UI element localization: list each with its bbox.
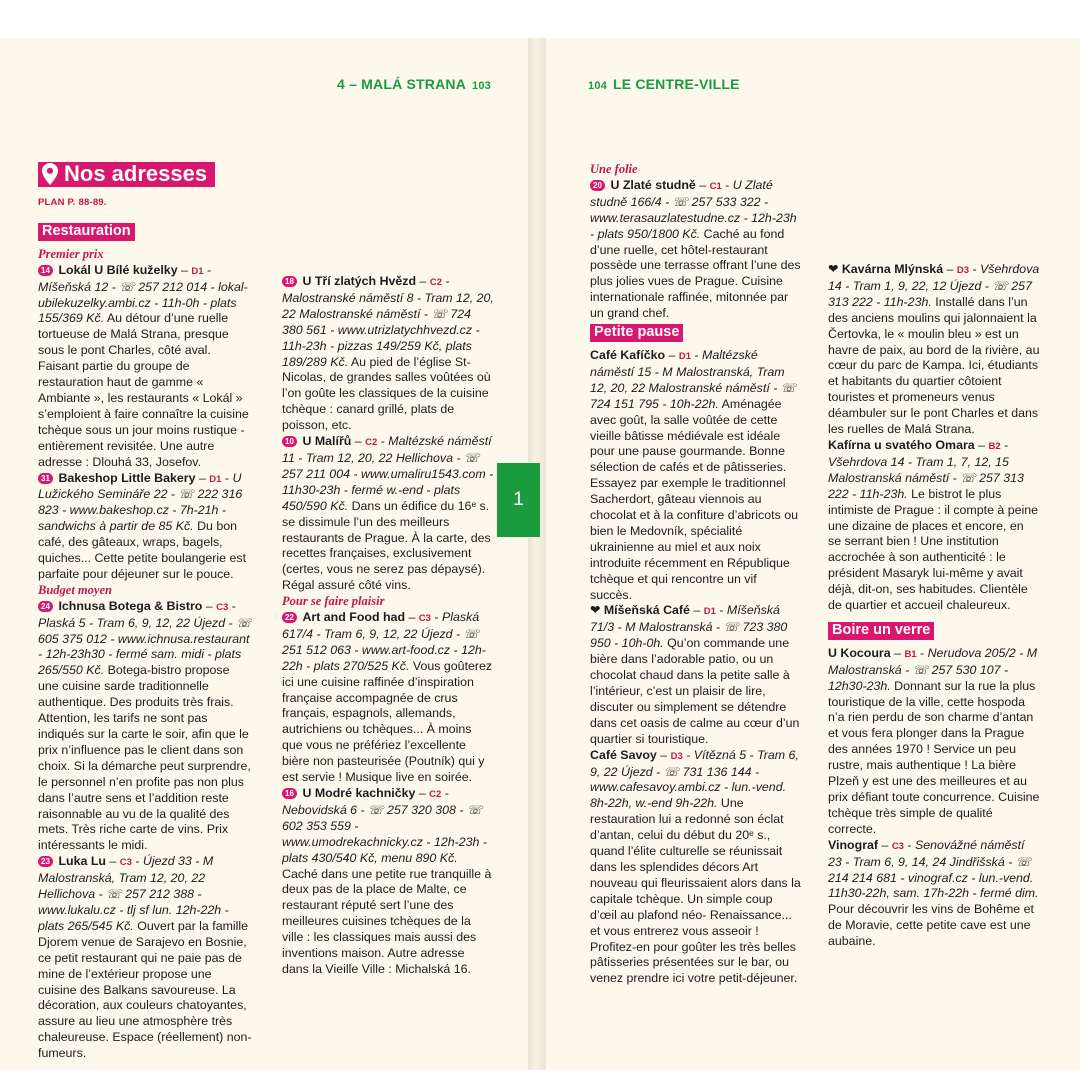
entry-ichnusa: 24 Ichnusa Botega & Bistro – C3 - Plaská 5 - Tram 6, 9, 12, 22 Újezd - ☏ 605 375 012 - www.ichnusa.restaurant - 12h-23h30 - fermé sam. midi - plats 265/550 Kč. Botega-bistro propose une cuisine sarde traditionnelle authentique. Des produits très frais. Attention, les tarifs ne sont pas indiqués sur la carte le soir, afin que le prix n’influence pas le client dans son choix. Si la démarche peut surprendre, le personnel n’en profite pas non plus dans l’autre sens et l’addition reste raisonnable au vu de la qualité des mets. Très riche carte de vins. Prix intéressants le midi.	[38, 598, 252, 853]
venue-details: Míšeňská 12 - ☏ 257 212 014 - lokal-ubilekuzelky.ambi.cz - 11h-0h - plats 155/369 Kč.	[38, 279, 248, 326]
venue-details: Malostranské náměstí 8 - Tram 12, 20, 22 Malostranské náměstí - ☏ 724 380 561 - www.utrizlatychhvezd.cz - 11h-23h - pizzas 149/259 Kč, plats 189/289 Kč.	[282, 290, 494, 369]
venue-name: Lokál U Bílé kuželky	[58, 262, 178, 277]
venue-name: U Kocoura	[828, 645, 891, 660]
venue-name: Kavárna Mlýnská	[841, 262, 944, 276]
venue-description: Ouvert par la famille Djorem venue de Sarajevo en Bosnie, ce petit restaurant qui ne paie pas de mine de l’extérieur propose une cuisine des Balkans savoureuse. La décoration, aux couleurs chatoyantes, assure au lieu une atmosphère très chaleureuse. Espace (réellement) non-fumeurs.	[38, 918, 252, 1061]
subheading-pour-se-faire-plaisir: Pour se faire plaisir	[282, 594, 385, 609]
column-1	[38, 162, 252, 1062]
page-number-right: 104	[588, 80, 607, 92]
venue-name: U Tří zlatých Hvězd	[302, 274, 417, 288]
venue-description: Caché dans une petite rue tranquille à deux pas de la place de Malte, ce restaurant réputé sert l’une des meilleures cuisines tchèques de la ville : les classiques mais aussi des inventions maison. Autre adresse dans la Vieille Ville : Michalská 16.	[282, 866, 492, 976]
venue-description: Du bon café, des gâteaux, wraps, bagels, quiches... Cette petite boulangerie est parfaite pour déjeuner sur le pouce.	[38, 519, 247, 581]
venue-name: Kafírna u svatého Omara	[828, 437, 975, 452]
venue-details: Újezd 33 - M Malostranská, Tram 12, 20, 22 Hellichova - ☏ 257 212 388 - www.lukalu.cz - tlj sf lun. 12h-22h - plats 265/545 Kč.	[38, 854, 229, 933]
venue-description: Pour découvrir les vins de Bohême et de Moravie, cette petite cave est une aubaine.	[828, 902, 1034, 949]
map-number-badge: 23	[38, 856, 53, 867]
map-number-badge: 16	[282, 788, 297, 799]
venue-details: U Zlaté studně 166/4 - ☏ 257 533 322 - www.terasauzlatestudne.cz - 12h-23h - plats 950/1800 Kč.	[590, 177, 797, 241]
venue-description: Au détour d’une ruelle tortueuse de Malá Strana, presque sous le pont Charles, côté aval. Faisant partie du groupe de restauration haut de gamme « Ambiante », les restaurants « Lokál » s’emploient à faire connaître la cuisine tchèque sous un jour moins rustique - entièrement revisitée. Une autre adresse : Dlouhá 33, Josefov.	[38, 311, 249, 469]
entry-cafe-savoy: Café Savoy – D3 - Vítězná 5 - Tram 6, 9, 22 Újezd - ☏ 731 136 144 - www.cafesavoy.ambi.cz - lun.-vend. 8h-22h, w.-end 9h-22h. Une restauration lui a redonné son éclat d’antan, celui du début du 20ᵉ s., quand l’élite culturelle se réunissait dans les splendides décors Art nouveau qui fleurissaient alors dans la capitale tchèque. Un simple coup d’œil au plafond néo- Renaissance... et vous entrerez vous asseoir ! Profitez-en pour goûter les très belles pâtisseries présentées sur le bar, ou venez prendre ici votre petit-déjeuner.	[590, 747, 801, 986]
venue-name: Vinograf	[828, 837, 879, 852]
section-petite-pause: Petite pause	[590, 324, 683, 342]
map-number-badge: 14	[38, 265, 53, 276]
map-number-badge: 31	[38, 473, 53, 484]
venue-name: Ichnusa Botega & Bistro	[58, 598, 203, 613]
grid-code: C1	[709, 180, 722, 192]
grid-code: D3	[670, 750, 683, 762]
entry-art-and-food: 22 Art and Food had – C3 - Plaská 617/4 - Tram 6, 9, 12, 22 Újezd - ☏ 251 512 063 - www.art-food.cz - 12h-22h - plats 270/525 Kč. Vous goûterez ici une cuisine raffinée d’inspiration française accompagnée de crus français, espagnols, allemands, autrichiens ou tchèques... À moins que vous ne préfériez l’excellente bière non pasteurisée (Poutník) qui y est servie ! Musique live en soirée.	[282, 610, 493, 785]
venue-description: Caché au fond d’une ruelle, cet hôtel-restaurant possède une terrasse offrant l’une des plus jolies vues de Prague. Cuisine internationale raffinée, mitonnée par un grand chef.	[590, 226, 801, 321]
map-number-badge: 22	[282, 612, 297, 623]
map-number-badge: 10	[282, 436, 297, 447]
heart-icon: ❤	[590, 603, 601, 618]
grid-code: C3	[891, 840, 904, 852]
grid-code: D3	[956, 265, 970, 276]
entry-kavarna-mlynska: ❤ Kavárna Mlýnská – D3 - Všehrdova 14 - Tram 1, 9, 22, 12 Újezd - ☏ 257 313 222 - 11h-23h. Installé dans l’un des anciens moulins qui jalonnaient la Čertovka, le « moulin bleu » est un havre de paix, au bord de la rivière, au cœur du parc de Kampa. Ici, étudiants et habitants du quartier côtoient touristes et promeneurs venus déambuler sur le pont Charles et dans les ruelles de Malá Strana.	[828, 262, 1040, 437]
grid-code: B2	[988, 440, 1001, 452]
entry-u-maliru: 10 U Malířů – C2 - Maltézské náměstí 11 - Tram 12, 20, 22 Hellichova - ☏ 257 211 004 - www.umaliru1543.com - 11h30-23h - fermé w.-end - plats 450/590 Kč. Dans un édifice du 16ᵉ s. se dissimule l’un des meilleurs restaurants de Prague. À la carte, des recettes françaises, exclusivement (certes, vous ne serez pas dépaysé). Régal assuré côté vins.	[282, 434, 494, 593]
entry-lokal: 14 Lokál U Bílé kuželky – D1 - Míšeňská 12 - ☏ 257 212 014 - lokal-ubilekuzelky.ambi.cz - 11h-0h - plats 155/369 Kč. Au détour d’une ruelle tortueuse de Malá Strana, presque sous le pont Charles, côté aval. Faisant partie du groupe de restauration haut de gamme « Ambiante », les restaurants « Lokál » s’emploient à faire connaître la cuisine tchèque sous un jour moins rustique - entièrement revisitée. Une autre adresse : Dlouhá 33, Josefov.	[38, 262, 249, 469]
map-number-badge: 18	[282, 276, 297, 287]
venue-name: Luka Lu	[58, 854, 106, 869]
venue-name: Bakeshop Little Bakery	[58, 470, 196, 485]
main-title: Nos adresses	[64, 162, 208, 187]
venue-description: Dans un édifice du 16ᵉ s. se dissimule l’un des meilleurs restaurants de Prague. À la carte, des recettes françaises, exclusivement (certes, vous ne serez pas dépaysé). Régal assuré côté vins.	[282, 498, 491, 593]
venue-name: Míšeňská Café	[603, 603, 690, 618]
venue-name: Art and Food had	[302, 610, 406, 625]
grid-code: C3	[418, 613, 431, 625]
venue-details: Nebovidská 6 - ☏ 257 320 308 - ☏ 602 353 559 - www.umodrekachnicky.cz - 12h-23h - plats 430/540 Kč, menu 890 Kč.	[282, 802, 487, 865]
entry-kafirna-u-svateho-omara: Kafírna u svatého Omara – B2 - Všehrdova 14 - Tram 1, 7, 12, 15 Malostranská náměstí - ☏ 257 313 222 - 11h-23h. Le bistrot le plus intimiste de Prague : il compte à peine une dizaine de places et encore, en se serrant bien ! Une institution accrochée à son authenticité : le président Masaryk lui-même y avait déjà, dit-on, ses habitudes. Clientèle de quartier et accueil chaleureux.	[828, 437, 1039, 613]
venue-details: Všehrdova 14 - Tram 1, 7, 12, 15 Malostranská náměstí - ☏ 257 313 222 - 11h-23h.	[828, 454, 1024, 501]
grid-code: C2	[429, 789, 442, 800]
grid-code: B1	[904, 648, 917, 660]
venue-details: Nerudova 205/2 - M Malostranská - ☏ 257 530 107 - 12h30-23h.	[828, 645, 1038, 693]
venue-description: Donnant sur la rue la plus touristique de la ville, cette hospoda n’a rien perdu de son charme d’antan et vous fera plonger dans la Prague des années 1970 ! Service un peu rustre, mais authentique ! La bière Plzeň y est une des meilleures et au prix défiant toute concurrence. Cuisine tchèque très simple de qualité correcte.	[828, 678, 1040, 836]
page-number-left: 103	[472, 80, 491, 92]
book-gutter	[528, 38, 546, 1070]
venue-details: Vítězná 5 - Tram 6, 9, 22 Újezd - ☏ 731 136 144 - www.cafesavoy.ambi.cz - lun.-vend. 8h-22h, w.-end 9h-22h.	[590, 747, 799, 811]
venue-description: Une restauration lui a redonné son éclat d’antan, celui du début du 20ᵉ s., quand l’élite culturelle se réunissait dans les splendides décors Art nouveau qui fleurissaient alors dans la capitale tchèque. Un simple coup d’œil au plafond néo- Renaissance... et vous entrerez vous asseoir ! Profitez-en pour goûter les très belles pâtisseries présentées sur le bar, ou venez prendre ici votre petit-déjeuner.	[590, 796, 801, 986]
entry-vinograf: Vinograf – C3 - Senovážné náměstí 23 - Tram 6, 9, 14, 24 Jindřišská - ☏ 214 214 681 - vinograf.cz - lun.-vend. 11h30-22h, sam. 17h-22h - fermé dim. Pour découvrir les vins de Bohême et de Moravie, cette petite cave est une aubaine.	[828, 837, 1039, 949]
running-head-right	[588, 76, 740, 92]
venue-details: Maltézské náměstí 15 - M Malostranská, Tram 12, 20, 22 Malostranské náměstí - ☏ 724 151 795 - 10h-22h.	[590, 347, 797, 411]
venue-description: Botega-bistro propose une cuisine sarde traditionnelle authentique. Des produits très frais. Attention, les tarifs ne sont pas indiqués sur la carte le soir, afin que le prix n’influence pas le client dans son choix. Si la démarche peut surprendre, le personnel n’en profite pas non plus dans l’autre sens et l’addition reste raisonnable au vu de la qualité des mets. Très riche carte de vins. Prix intéressants le midi.	[38, 663, 251, 853]
map-number-badge: 24	[38, 601, 53, 612]
grid-code: D1	[209, 473, 222, 485]
chapter-tab: 1	[497, 463, 540, 537]
subheading-budget-moyen: Budget moyen	[38, 582, 112, 597]
entry-u-kocoura: U Kocoura – B1 - Nerudova 205/2 - M Malostranská - ☏ 257 530 107 - 12h30-23h. Donnant sur la rue la plus touristique de la ville, cette hospoda n’a rien perdu de son charme d’antan et vous fera plonger dans la Prague des années 1970 ! Service un peu rustre, mais authentique ! La bière Plzeň y est une des meilleures et au prix défiant toute concurrence. Cuisine tchèque très simple de qualité correcte.	[828, 645, 1040, 836]
grid-code: D1	[191, 265, 204, 277]
venue-details: Maltézské náměstí 11 - Tram 12, 20, 22 Hellichova - ☏ 257 211 004 - www.umaliru1543.com - 11h30-23h - fermé w.-end - plats 450/590 Kč.	[282, 434, 494, 513]
grid-code: D1	[678, 350, 691, 362]
entry-u-zlate-studne: 20 U Zlaté studně – C1 - U Zlaté studně 166/4 - ☏ 257 533 322 - www.terasauzlatestudne.cz - 12h-23h - plats 950/1800 Kč. Caché au fond d’une ruelle, cet hôtel-restaurant possède une terrasse offrant l’une des plus jolies vues de Prague. Cuisine internationale raffinée, mitonnée par un grand chef.	[590, 177, 801, 321]
entry-misenska-cafe: ❤ Míšeňská Café – D1 - Míšeňská 71/3 - M Malostranská - ☏ 723 380 950 - 10h-0h. Qu’on commande une bière dans l’adorable patio, ou un chocolat chaud dans la petite salle à l’intérieur, c’est un plaisir de lire, discuter ou simplement se détendre dans cet oasis de calme au cœur d’un quartier si touristique.	[590, 603, 800, 746]
subheading-une-folie: Une folie	[590, 162, 638, 176]
grid-code: C3	[216, 601, 229, 613]
running-head-left-title: 4 – MALÁ STRANA	[337, 76, 467, 92]
grid-code: C2	[365, 437, 378, 449]
map-pin-icon	[42, 163, 58, 185]
heart-icon: ❤	[828, 262, 839, 276]
column-2	[282, 162, 494, 1032]
venue-name: Café Kafíčko	[590, 347, 666, 362]
section-restauration: Restauration	[38, 223, 135, 241]
entry-bakeshop: 31 Bakeshop Little Bakery – D1 - U Lužického Semináře 22 - ☏ 222 316 823 - www.bakeshop.cz - 7h-21h - sandwichs à partir de 85 Kč. Du bon café, des gâteaux, wraps, bagels, quiches... Cette petite boulangerie est parfaite pour déjeuner sur le pouce.	[38, 470, 247, 581]
venue-description: Vous goûterez ici une cuisine raffinée d’inspiration française accompagnée de crus français, espagnols, allemands, autrichiens ou tchèques... À moins que vous ne préfériez l’excellente bière non pasteurisée (Poutník) qui y est servie ! Musique live en soirée.	[282, 658, 493, 785]
grid-code: C2	[429, 277, 442, 288]
map-number-badge: 20	[590, 180, 605, 191]
entry-u-tri-zlatych-hvezd: 18 U Tří zlatých Hvězd – C2 - Malostranské náměstí 8 - Tram 12, 20, 22 Malostranské náměstí - ☏ 724 380 561 - www.utrizlatychhvezd.cz - 11h-23h - pizzas 149/259 Kč, plats 189/289 Kč. Au pied de l’église St-Nicolas, de grandes salles voûtées où l’on goûte les classiques de la cuisine tchèque : canard grillé, plats de poisson, etc.	[282, 274, 494, 433]
venue-details: Senovážné náměstí 23 - Tram 6, 9, 14, 24 Jindřišská - ☏ 214 214 681 - vinograf.cz - lun.-vend. 11h30-22h, sam. 17h-22h - fermé dim.	[828, 837, 1039, 901]
running-head-left	[337, 76, 497, 92]
entry-luka-lu: 23 Luka Lu – C3 - Újezd 33 - M Malostranská, Tram 12, 20, 22 Hellichova - ☏ 257 212 388 - www.lukalu.cz - tlj sf lun. 12h-22h - plats 265/545 Kč. Ouvert par la famille Djorem venue de Sarajevo en Bosnie, ce petit restaurant qui ne paie pas de mine de l’extérieur propose une cuisine des Balkans savoureuse. La décoration, aux couleurs chatoyantes, assure au lieu une atmosphère très chaleureuse. Espace (réellement) non-fumeurs.	[38, 854, 252, 1061]
running-head-right-title: LE CENTRE-VILLE	[612, 76, 740, 92]
entry-u-modre-kachnicky: 16 U Modré kachničky – C2 - Nebovidská 6 - ☏ 257 320 308 - ☏ 602 353 559 - www.umodrekachnicky.cz - 12h-23h - plats 430/540 Kč, menu 890 Kč. Caché dans une petite rue tranquille à deux pas de la place de Malte, ce restaurant réputé sert l’une des meilleures cuisines tchèques de la ville : les classiques mais aussi des inventions maison. Autre adresse dans la Vieille Ville : Michalská 16.	[282, 786, 492, 976]
venue-name: U Zlaté studně	[610, 177, 696, 192]
venue-description: Aménagée avec goût, la salle voûtée de cette vieille bâtisse médiévale est idéale pour une pause gourmande. Bonne sélection de cafés et de pâtisseries. Essayez par exemple le traditionnel Sacherdort, gâteau viennois au chocolat et à la confiture d’abricots ou bien le Medovník, spécialité ukrainienne au miel et aux noix introduite récemment en République tchèque et qui rencontre un vif succès.	[590, 396, 799, 602]
venue-details: Plaská 5 - Tram 6, 9, 12, 22 Újezd - ☏ 605 375 012 - www.ichnusa.restaurant - 12h-23h30 - fermé sam. midi - plats 265/550 Kč.	[38, 615, 252, 678]
venue-description: Installé dans l’un des anciens moulins qui jalonnaient la Čertovka, le « moulin bleu » est un havre de paix, au bord de la rivière, au cœur du parc de Kampa. Ici, étudiants et habitants du quartier côtoient touristes et promeneurs venus déambuler sur le pont Charles et dans les ruelles de Malá Strana.	[828, 294, 1040, 437]
venue-details: Míšeňská 71/3 - M Malostranská - ☏ 723 380 950 - 10h-0h.	[590, 603, 788, 651]
venue-description: Le bistrot le plus intimiste de Prague : il compte à peine une dizaine de places et encore, en se serrant bien ! Une institution accrochée à son authenticité : le président Masaryk lui-même y avait déjà, dit-on, ses habitudes. Clientèle de quartier et accueil chaleureux.	[828, 486, 1039, 613]
grid-code: D1	[703, 606, 716, 618]
plan-reference: PLAN P. 88-89.	[38, 197, 107, 208]
venue-details: Všehrdova 14 - Tram 1, 9, 22, 12 Újezd - ☏ 257 313 222 - 11h-23h.	[828, 262, 1040, 309]
column-4	[828, 162, 1040, 1032]
venue-description: Qu’on commande une bière dans l’adorable patio, ou un chocolat chaud dans la petite salle à l’intérieur, c’est un plaisir de lire, discuter ou simplement se détendre dans cet oasis de calme au cœur d’un quartier si touristique.	[590, 636, 800, 746]
subheading-premier-prix: Premier prix	[38, 246, 104, 261]
venue-name: Café Savoy	[590, 747, 657, 762]
venue-name: U Modré kachničky	[302, 786, 416, 800]
venue-description: Au pied de l’église St-Nicolas, de grandes salles voûtées où l’on goûte les classiques de la cuisine tchèque : canard grillé, plats de poisson, etc.	[282, 354, 491, 433]
entry-cafe-kaficko: Café Kafíčko – D1 - Maltézské náměstí 15 - M Malostranská, Tram 12, 20, 22 Malostranské náměstí - ☏ 724 151 795 - 10h-22h. Aménagée avec goût, la salle voûtée de cette vieille bâtisse médiévale est idéale pour une pause gourmande. Bonne sélection de cafés et de pâtisseries. Essayez par exemple le traditionnel Sacherdort, gâteau viennois au chocolat et à la confiture d’abricots ou bien le Medovník, spécialité ukrainienne au miel et aux noix introduite récemment en République tchèque et qui rencontre un vif succès.	[590, 347, 799, 602]
column-3	[590, 162, 802, 1032]
venue-name: U Malířů	[302, 434, 352, 449]
venue-details: U Lužického Semináře 22 - ☏ 222 316 823 - www.bakeshop.cz - 7h-21h - sandwichs à partir de 85 Kč.	[38, 470, 243, 534]
venue-details: Plaská 617/4 - Tram 6, 9, 12, 22 Újezd - ☏ 251 512 063 - www.art-food.cz - 12h-22h - plats 270/525 Kč.	[282, 610, 486, 673]
main-title-box	[38, 162, 215, 187]
section-boire-un-verre: Boire un verre	[828, 622, 934, 640]
grid-code: C3	[119, 857, 132, 869]
